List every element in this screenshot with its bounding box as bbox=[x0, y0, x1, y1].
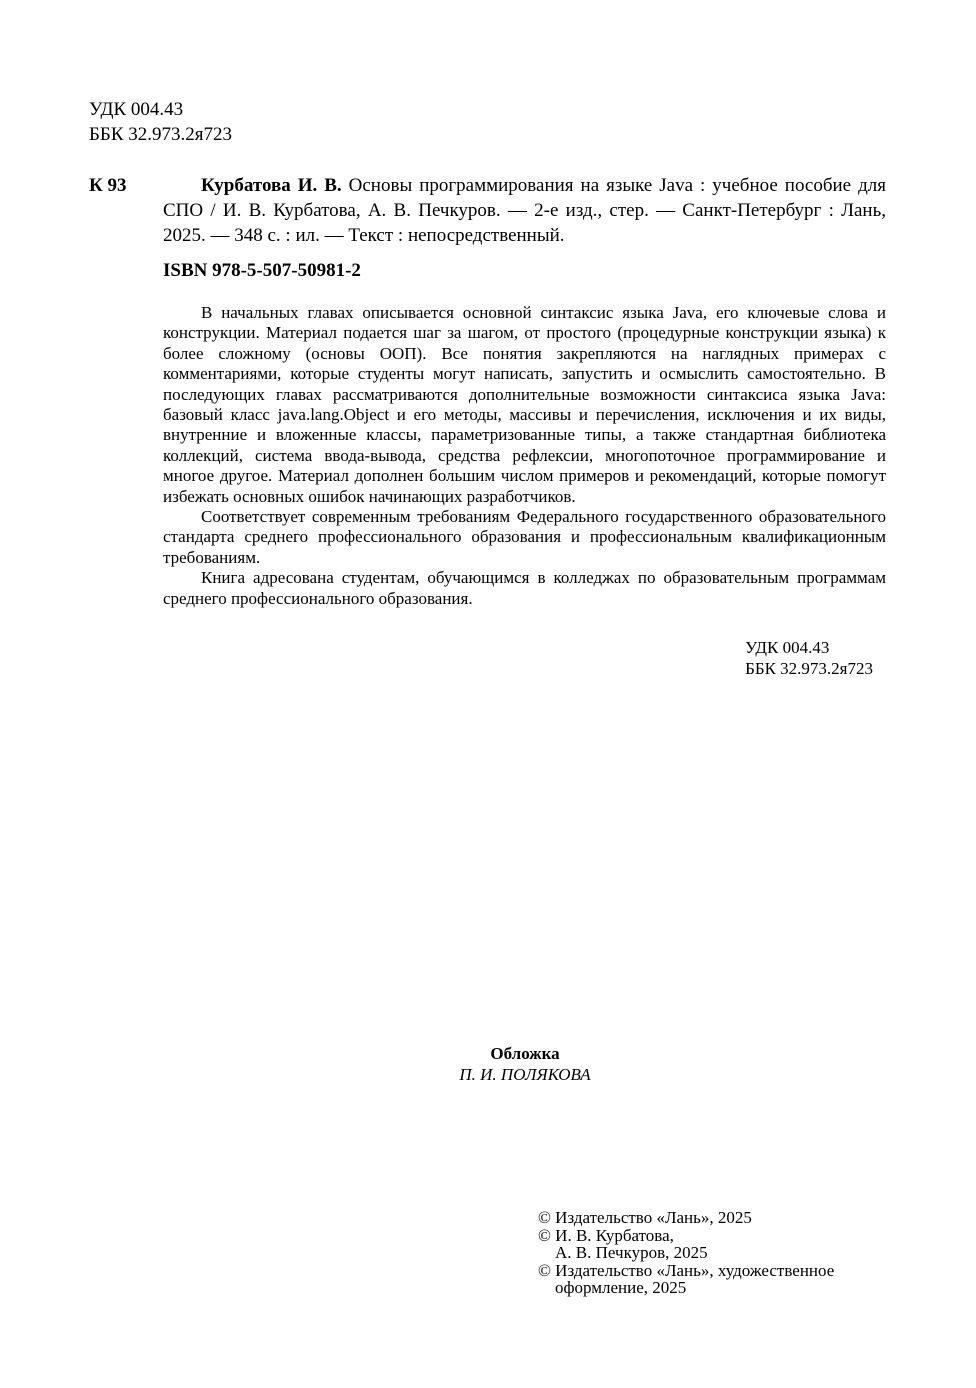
annotation-paragraph: Соответствует современным требованиям Федерального государственного образовательного стандарта среднего профессионального образования и профессиональным квалификационным требованиям. bbox=[163, 507, 886, 567]
author-sign: К 93 bbox=[89, 175, 127, 196]
cover-label: Обложка bbox=[490, 1044, 560, 1063]
annotation-paragraph: В начальных главах описывается основной синтаксис языка Java, его ключевые слова и конструкции. Материал подается шаг за шагом, от простого (процедурные конструкции языка) к более сложному (основы ООП). Все понятия закрепляются на наглядных примерах с комментариями, которые студенты могут написать, запустить и осмыслить самостоятельно. В последующих главах рассматриваются дополнительные возможности синтаксиса языка Java: базовый класс java.lang.Object и его методы, массивы и перечисления, исключения и их виды, внутренние и вложенные классы, параметризованные типы, а также стандартная библиотека коллекций, система ввода-вывода, средства рефлексии, многопоточное программирование и многое другое. Материал дополнен большим числом примеров и рекомендаций, которые помогут избежать основных ошибок начинающих разработчиков. bbox=[163, 303, 886, 506]
copyright-line: © И. В. Курбатова, bbox=[538, 1225, 674, 1245]
copyright-block bbox=[538, 1209, 834, 1297]
isbn: ISBN 978-5-507-50981-2 bbox=[163, 260, 361, 281]
author-name: Курбатова И. В. bbox=[201, 175, 342, 196]
bbk-code: ББК 32.973.2я723 bbox=[89, 124, 232, 145]
udk-code: УДК 004.43 bbox=[745, 638, 830, 657]
bottom-classification bbox=[745, 638, 873, 679]
udk-code: УДК 004.43 bbox=[89, 99, 184, 120]
bbk-code: ББК 32.973.2я723 bbox=[745, 658, 873, 678]
annotation bbox=[163, 303, 886, 609]
top-classification bbox=[89, 97, 232, 147]
copyright-line: © Издательство «Лань», 2025 bbox=[538, 1208, 752, 1227]
cover-credit bbox=[420, 1044, 630, 1085]
cover-designer: П. И. ПОЛЯКОВА bbox=[459, 1064, 591, 1084]
copyright-line: А. В. Печкуров, 2025 bbox=[555, 1243, 708, 1262]
copyright-line: © Издательство «Лань», художественное bbox=[538, 1260, 835, 1280]
book-description: Основы программирования на языке Java : учебное пособие для СПО / И. В. Курбатова, А. В. Печкуров. — 2-е изд., стер. — Санкт-Петербург : Лань, 2025. — 348 с. : ил. — Текст : непосредственный. bbox=[163, 175, 886, 246]
annotation-paragraph: Книга адресована студентам, обучающимся в колледжах по образовательным программам среднего профессионального образования. bbox=[163, 568, 886, 608]
copyright-line: оформление, 2025 bbox=[555, 1278, 687, 1297]
bibliographic-description bbox=[163, 173, 886, 248]
